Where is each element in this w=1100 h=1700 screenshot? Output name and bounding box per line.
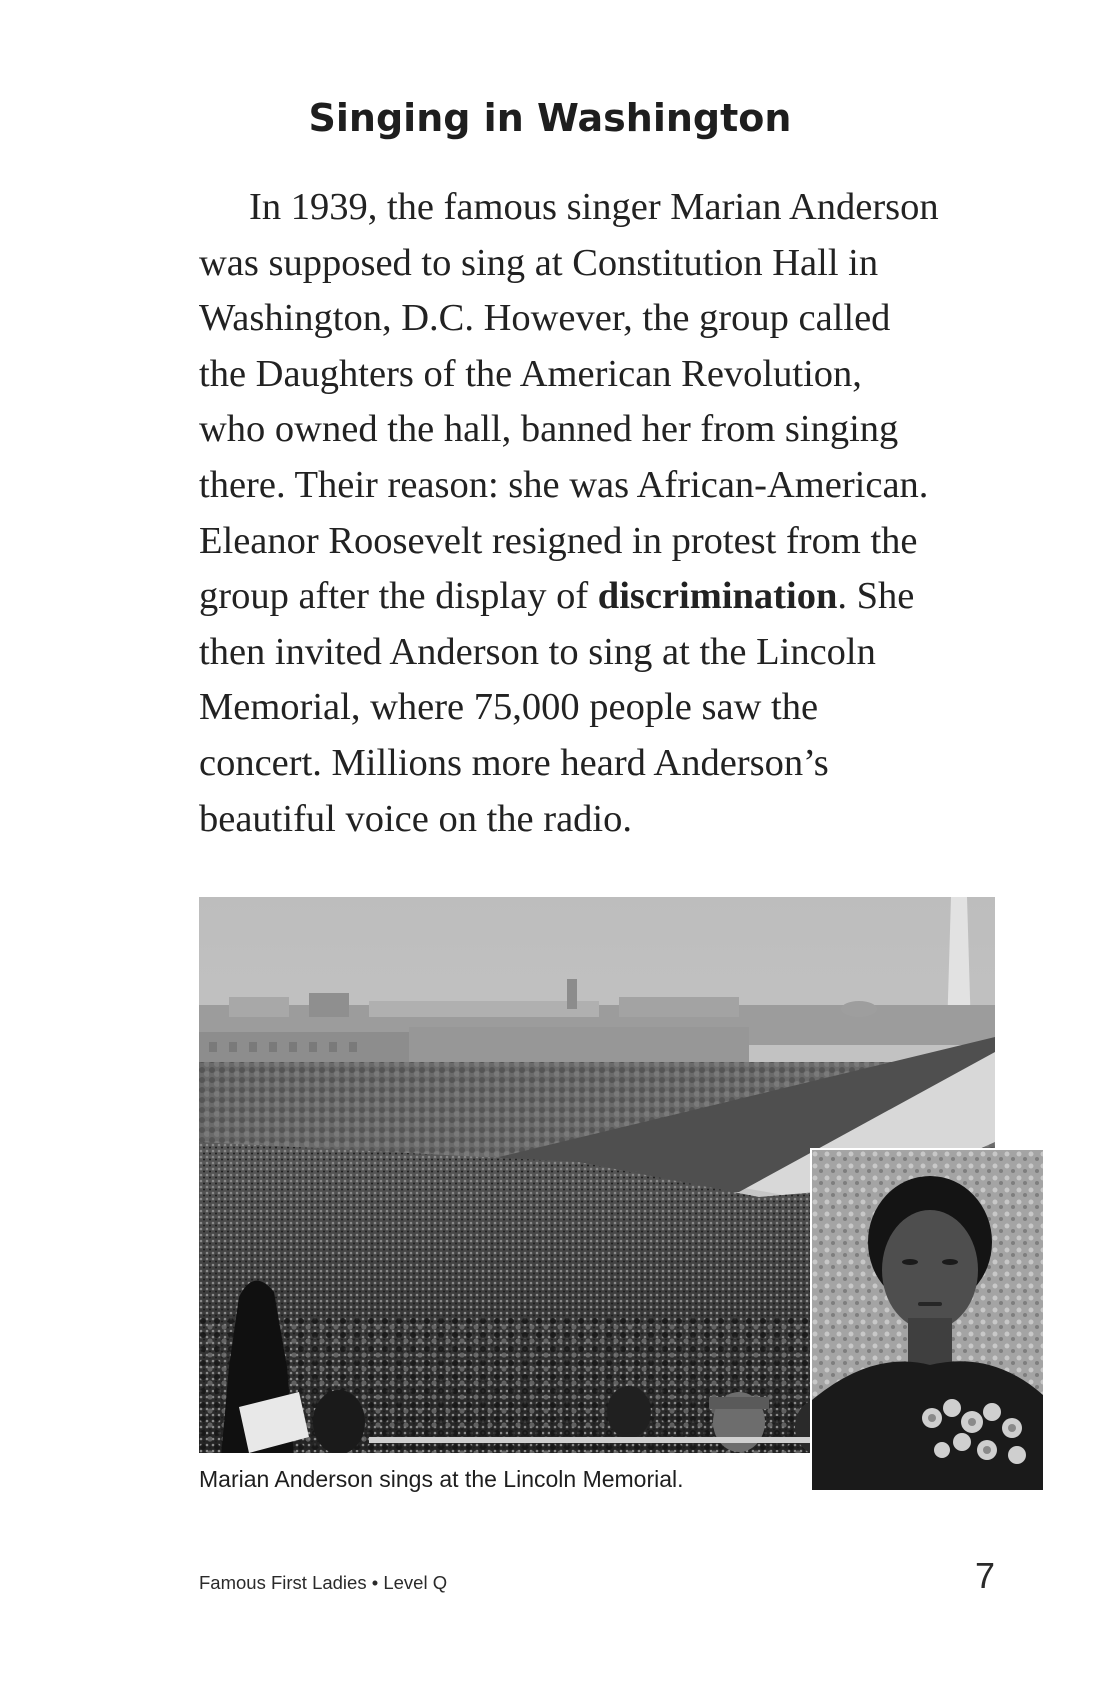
paragraph-line: Eleanor Roosevelt resigned in protest from the: [199, 519, 918, 562]
paragraph-line: Washington, D.C. However, the group called: [199, 297, 891, 340]
paragraph-line: concert. Millions more heard Anderson’s: [199, 741, 829, 784]
vocabulary-word: discrimination: [597, 575, 838, 618]
photo-caption: Marian Anderson sings at the Lincoln Memorial.: [199, 1466, 684, 1492]
page-heading: Singing in Washington: [308, 96, 792, 140]
paragraph-line: beautiful voice on the radio.: [199, 797, 632, 840]
paragraph-line: Memorial, where 75,000 people saw the: [199, 686, 819, 729]
paragraph-line: the Daughters of the American Revolution,: [199, 352, 862, 395]
paragraph-line: then invited Anderson to sing at the Lincoln: [199, 630, 876, 673]
paragraph-line: was supposed to sing at Constitution Hall in: [199, 241, 879, 284]
paragraph-text: group after the display of: [199, 575, 598, 618]
paragraph-text: . She: [837, 575, 915, 618]
paragraph-line: In 1939, the famous singer Marian Anderson: [249, 186, 939, 228]
marian-anderson-portrait: [810, 1148, 1045, 1492]
paragraph-line: who owned the hall, banned her from singing: [199, 408, 899, 451]
paragraph-line: [199, 569, 1019, 625]
footer-book-title: Famous First Ladies • Level Q: [199, 1572, 448, 1593]
page-number: 7: [974, 1555, 995, 1596]
paragraph-line: there. Their reason: she was African-American.: [199, 463, 929, 506]
body-paragraph: [199, 180, 1019, 847]
